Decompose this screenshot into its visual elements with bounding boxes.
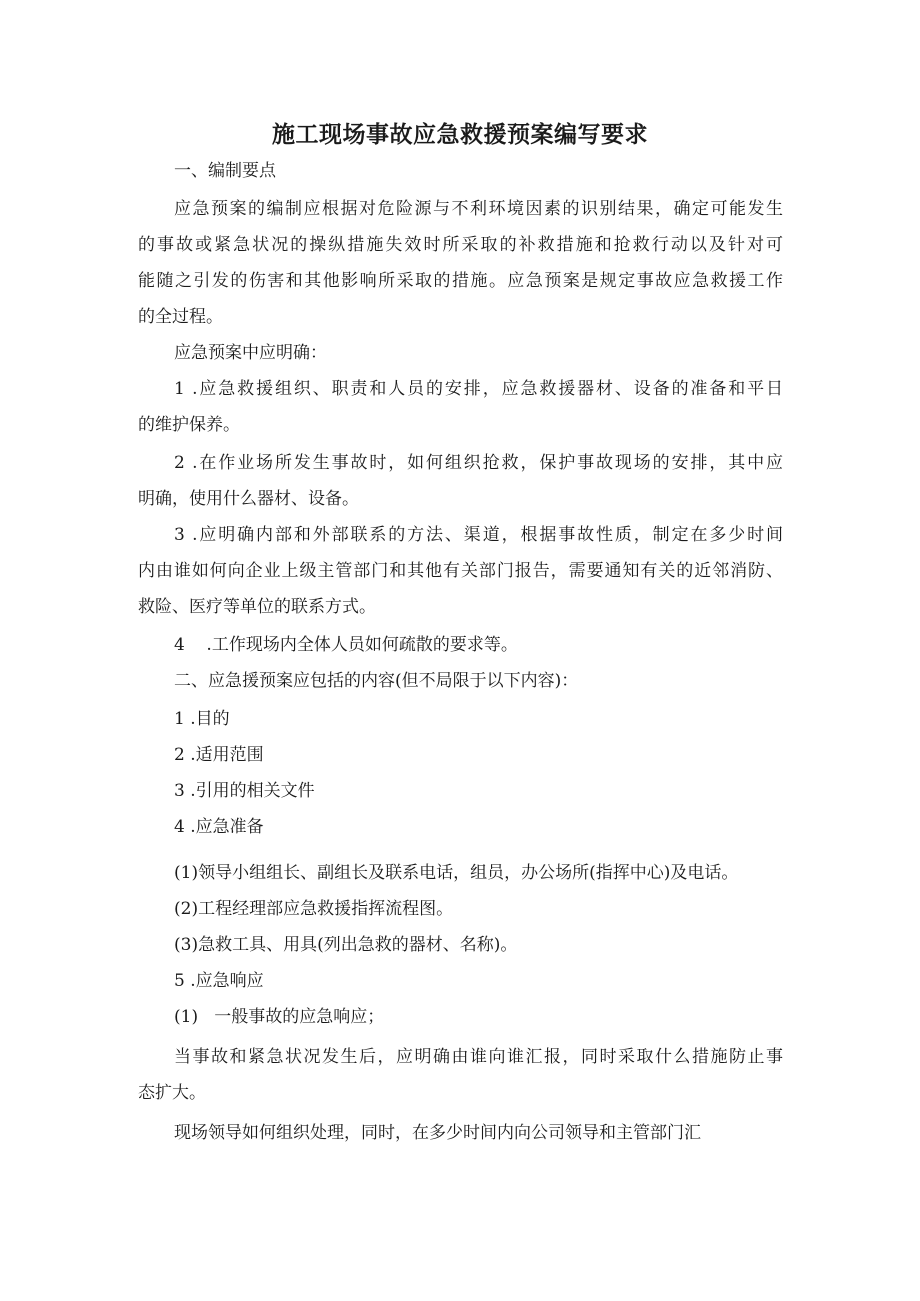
paragraph-line: 的全过程。 [138,307,223,327]
paragraph-line: 现场领导如何组织处理，同时，在多少时间内向公司领导和主管部门汇 [174,1123,701,1143]
list-item: 1 .应急救援组织、职责和人员的安排，应急救援器材、设备的准备和平日 [174,379,783,399]
list-item: 3 .引用的相关文件 [174,781,315,801]
list-item: 3 .应明确内部和外部联系的方法、渠道，根据事故性质，制定在多少时间 [174,525,783,545]
list-item: 2 .适用范围 [174,745,264,765]
sub-list-item: (2)工程经理部应急救援指挥流程图。 [174,899,454,919]
paragraph-line: 能随之引发的伤害和其他影响所采取的措施。应急预案是规定事故应急救援工作 [138,271,783,291]
list-item: 1 .目的 [174,709,230,729]
paragraph-line: 应急预案中应明确： [174,343,327,363]
list-item: 5 .应急响应 [174,971,264,991]
paragraph-line: 当事故和紧急状况发生后，应明确由谁向谁汇报，同时采取什么措施防止事 [174,1047,783,1067]
list-item-continuation: 内由谁如何向企业上级主管部门和其他有关部门报告，需要通知有关的近邻消防、 [138,561,783,581]
document-title: 施工现场事故应急救援预案编写要求 [272,122,648,148]
list-item-continuation: 的维护保养。 [138,415,240,435]
sub-list-item: (1)领导小组组长、副组长及联系电话，组员，办公场所(指挥中心)及电话。 [174,863,739,883]
paragraph-line: 应急预案的编制应根据对危险源与不利环境因素的识别结果，确定可能发生 [174,199,783,219]
list-item-continuation: 明确，使用什么器材、设备。 [138,489,359,509]
paragraph-line: 态扩大。 [138,1083,206,1103]
sub-list-item: (3)急救工具、用具(列出急救的器材、名称)。 [174,935,518,955]
list-item-continuation: 救险、医疗等单位的联系方式。 [138,597,376,617]
paragraph-line: 的事故或紧急状况的操纵措施失效时所采取的补救措施和抢救行动以及针对可 [138,235,783,255]
list-item: 4 .应急准备 [174,817,264,837]
section-heading-1: 一、编制要点 [174,161,276,181]
list-item: 4 .工作现场内全体人员如何疏散的要求等。 [174,635,518,655]
section-heading-2: 二、应急援预案应包括的内容(但不局限于以下内容)： [174,671,579,691]
list-item: 2 .在作业场所发生事故时，如何组织抢救，保护事故现场的安排，其中应 [174,453,783,473]
sub-list-item: (1) 一般事故的应急响应； [174,1007,385,1027]
